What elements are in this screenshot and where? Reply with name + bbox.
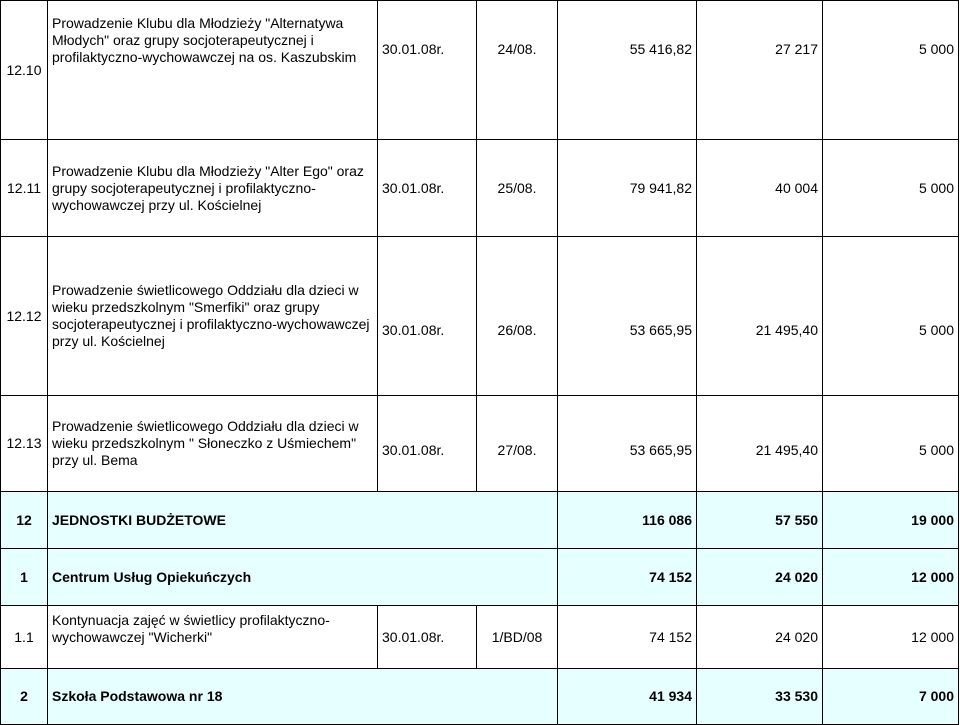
section-label: Szkoła Podstawowa nr 18 xyxy=(48,669,558,725)
row-date: 30.01.08r. xyxy=(378,396,477,492)
section-row-school xyxy=(1,669,959,725)
row-number: 12.11 xyxy=(1,140,48,237)
table-row xyxy=(1,1,959,140)
section-total-cost: 116 086 xyxy=(558,492,697,549)
row-description: Prowadzenie Klubu dla Młodzieży "Alternatywa Młodych" oraz grupy socjoterapeutycznej i profilaktyczno-wychowawczej na os. Kaszubskim xyxy=(48,1,378,140)
row-value-1: 21 495,40 xyxy=(697,396,823,492)
table-row xyxy=(1,396,959,492)
row-description: Prowadzenie świetlicowego Oddziału dla dzieci w wieku przedszkolnym "Smerfiki" oraz grupy socjoterapeutycznej i profilaktyczno-wychowawczej przy ul. Kościelnej xyxy=(48,237,378,396)
row-total-cost: 55 416,82 xyxy=(558,1,697,140)
row-description: Kontynuacja zajęć w świetlicy profilaktyczno-wychowawczej "Wicherki" xyxy=(48,606,378,669)
row-date: 30.01.08r. xyxy=(378,237,477,396)
section-total-cost: 41 934 xyxy=(558,669,697,725)
section-label: JEDNOSTKI BUDŻETOWE xyxy=(48,492,558,549)
row-value-1: 24 020 xyxy=(697,606,823,669)
table-row xyxy=(1,140,959,237)
section-number: 12 xyxy=(1,492,48,549)
row-date: 30.01.08r. xyxy=(378,140,477,237)
section-number: 1 xyxy=(1,549,48,606)
section-total-cost: 74 152 xyxy=(558,549,697,606)
section-value-2: 7 000 xyxy=(823,669,959,725)
section-row-budget-units xyxy=(1,492,959,549)
section-number: 2 xyxy=(1,669,48,725)
row-value-1: 40 004 xyxy=(697,140,823,237)
row-total-cost: 53 665,95 xyxy=(558,237,697,396)
section-value-1: 33 530 xyxy=(697,669,823,725)
row-number: 12.12 xyxy=(1,237,48,396)
row-value-2: 5 000 xyxy=(823,237,959,396)
section-value-1: 24 020 xyxy=(697,549,823,606)
row-number: 1.1 xyxy=(1,606,48,669)
row-reference: 25/08. xyxy=(477,140,558,237)
table-row xyxy=(1,606,959,669)
section-row-care-center xyxy=(1,549,959,606)
section-value-2: 19 000 xyxy=(823,492,959,549)
row-value-2: 12 000 xyxy=(823,606,959,669)
row-reference: 26/08. xyxy=(477,237,558,396)
row-reference: 24/08. xyxy=(477,1,558,140)
row-number: 12.10 xyxy=(1,1,48,140)
row-description: Prowadzenie świetlicowego Oddziału dla dzieci w wieku przedszkolnym " Słoneczko z Uśmiechem" przy ul. Bema xyxy=(48,396,378,492)
row-value-2: 5 000 xyxy=(823,1,959,140)
row-number: 12.13 xyxy=(1,396,48,492)
row-date: 30.01.08r. xyxy=(378,606,477,669)
row-total-cost: 53 665,95 xyxy=(558,396,697,492)
row-total-cost: 74 152 xyxy=(558,606,697,669)
row-reference: 1/BD/08 xyxy=(477,606,558,669)
row-total-cost: 79 941,82 xyxy=(558,140,697,237)
table-row xyxy=(1,237,959,396)
section-value-2: 12 000 xyxy=(823,549,959,606)
row-value-1: 27 217 xyxy=(697,1,823,140)
row-value-1: 21 495,40 xyxy=(697,237,823,396)
row-value-2: 5 000 xyxy=(823,396,959,492)
section-value-1: 57 550 xyxy=(697,492,823,549)
section-label: Centrum Usług Opiekuńczych xyxy=(48,549,558,606)
row-value-2: 5 000 xyxy=(823,140,959,237)
row-reference: 27/08. xyxy=(477,396,558,492)
row-description: Prowadzenie Klubu dla Młodzieży "Alter Ego" oraz grupy socjoterapeutycznej i profilaktyczno-wychowawczej przy ul. Kościelnej xyxy=(48,140,378,237)
row-date: 30.01.08r. xyxy=(378,1,477,140)
